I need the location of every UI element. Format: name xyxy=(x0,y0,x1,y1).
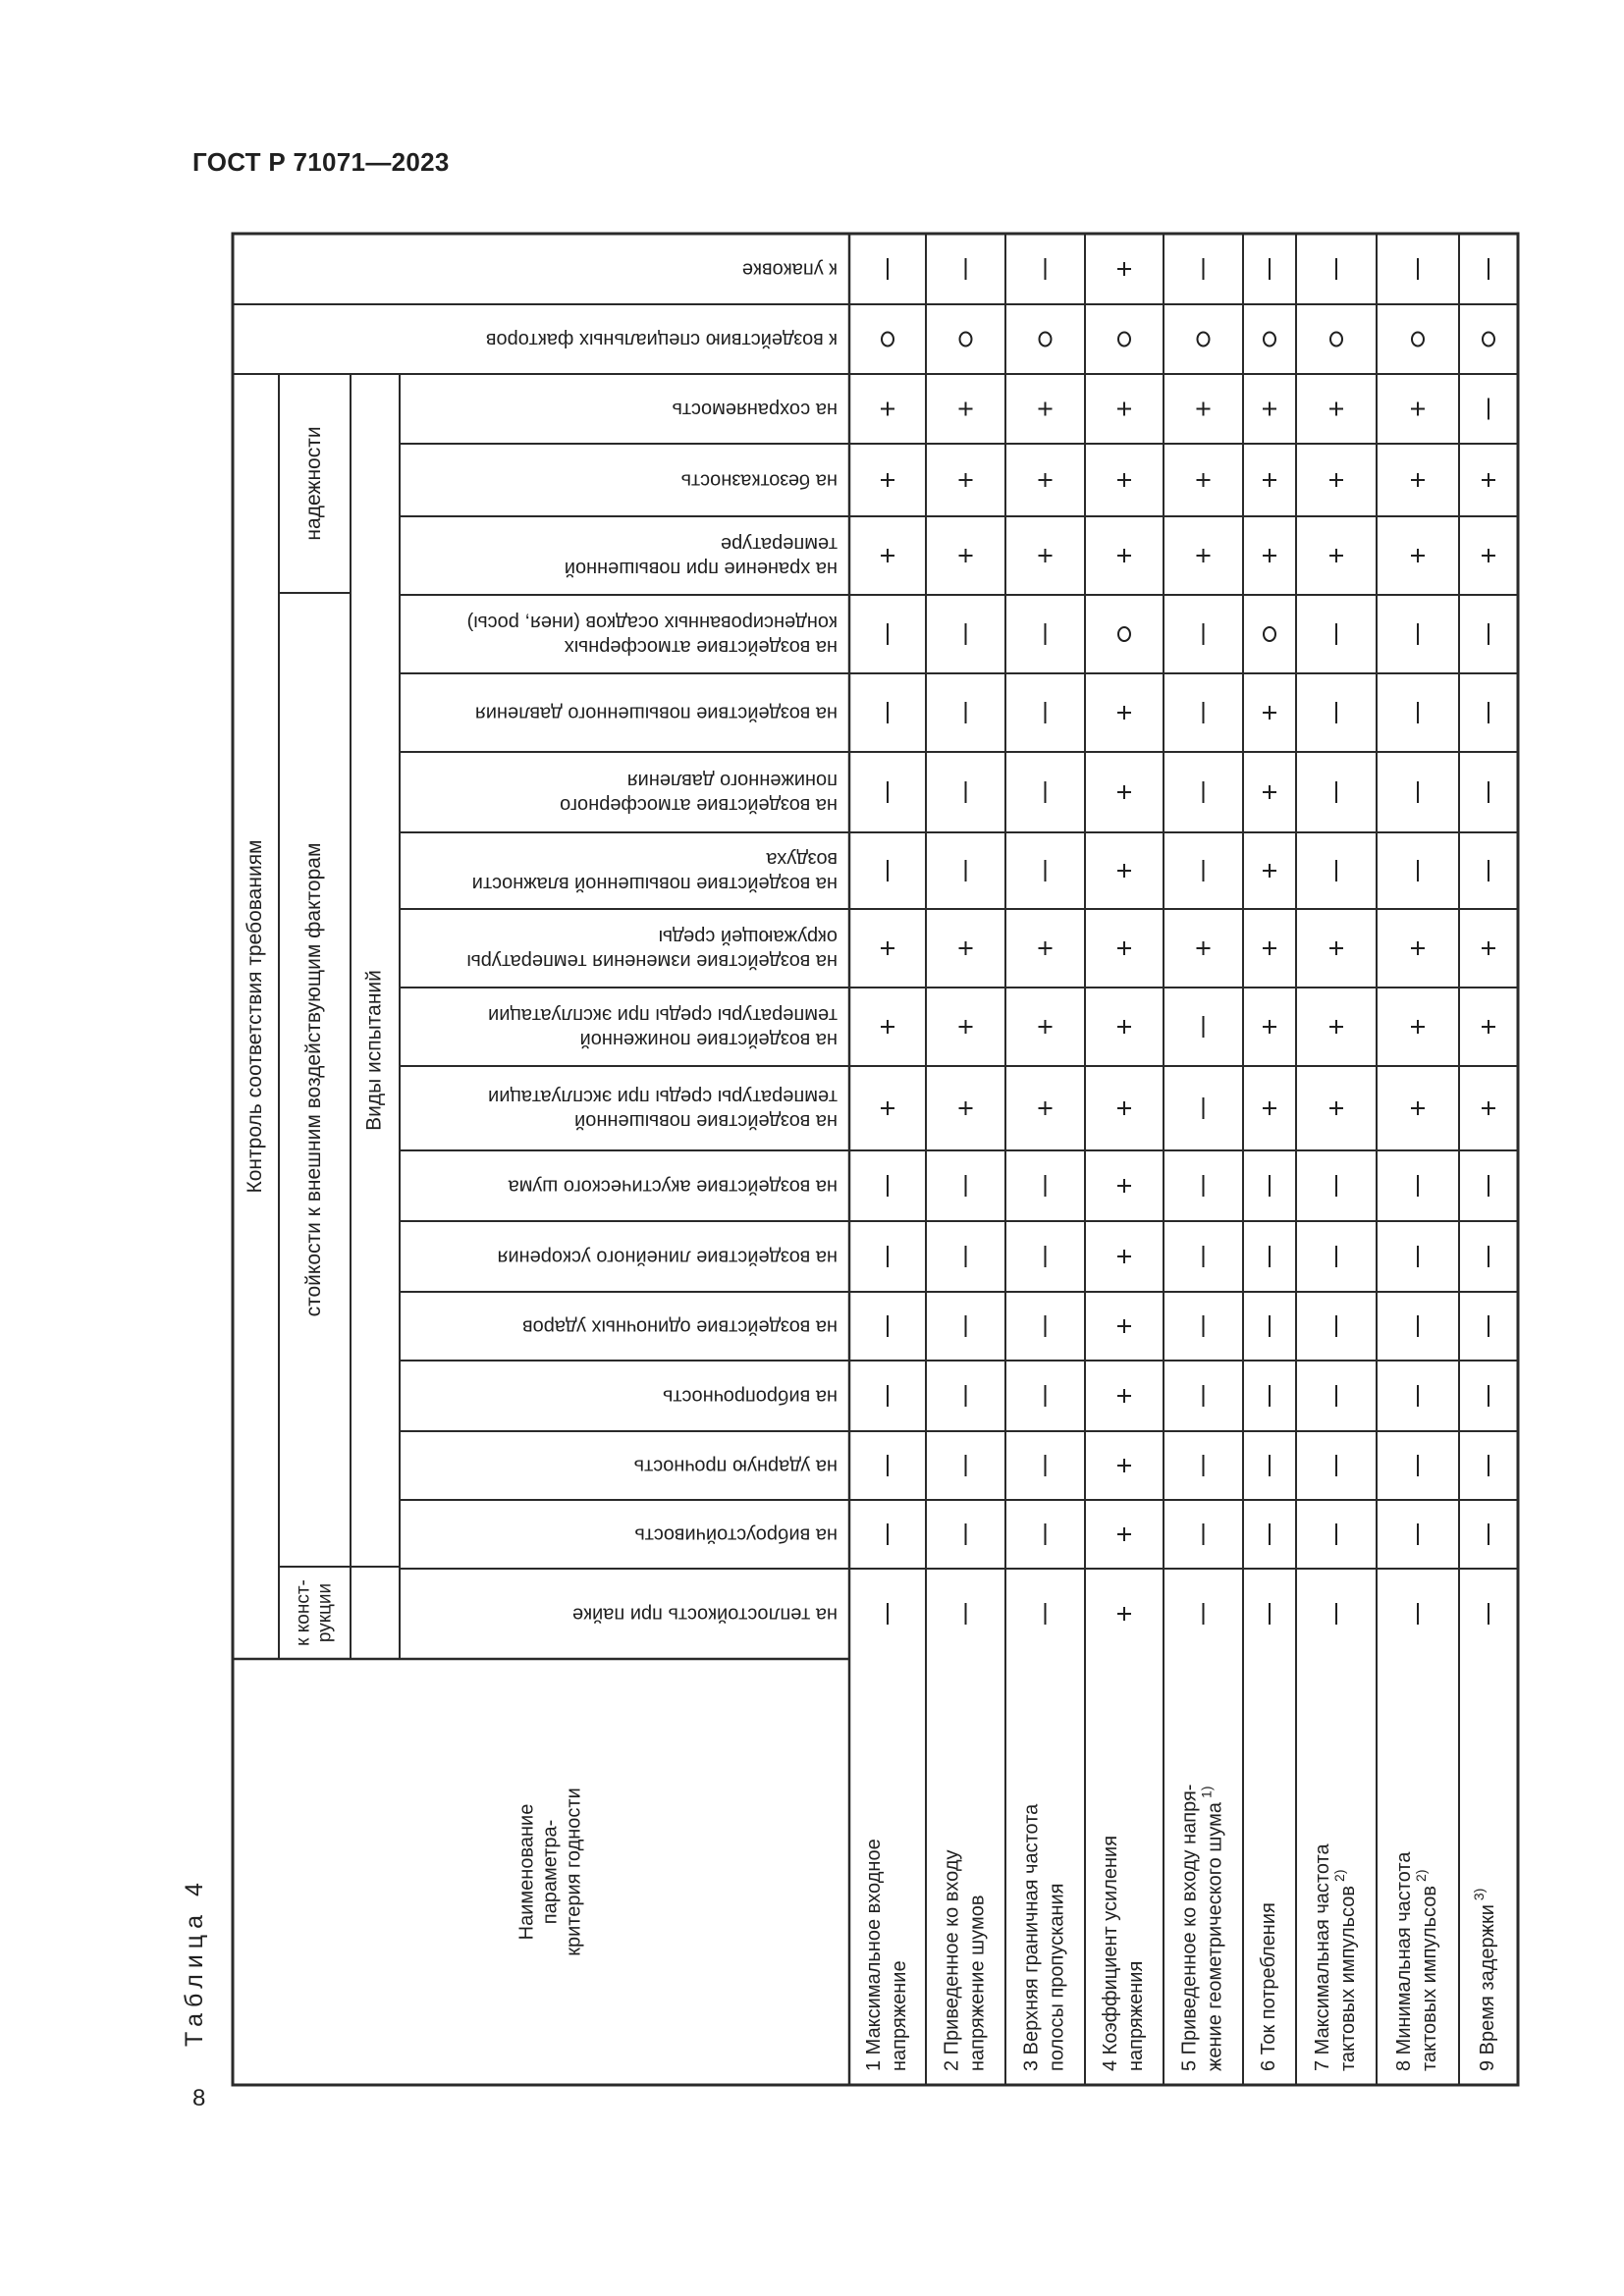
mark-plus xyxy=(1482,1020,1495,1034)
column-header-4 xyxy=(663,1386,838,1408)
svg-text:на теплостойкость при пайке: на теплостойкость при пайке xyxy=(572,1603,838,1626)
mark-plus xyxy=(1263,549,1276,562)
mark-circle xyxy=(1118,627,1130,641)
svg-text:2 Приведенное ко входу: 2 Приведенное ко входу xyxy=(941,1849,963,2071)
row-label-1 xyxy=(863,1839,910,2071)
control-group-label xyxy=(244,840,266,1194)
svg-text:на воздействие повышенной влаж: на воздействие повышенной влажности xyxy=(471,873,838,895)
svg-text:Контроль соответствия требован: Контроль соответствия требованиям xyxy=(244,839,267,1194)
mark-plus xyxy=(1117,864,1131,878)
mark-plus xyxy=(959,402,973,416)
mark-plus xyxy=(959,473,973,487)
svg-text:параметра-: параметра- xyxy=(539,1819,562,1925)
svg-text:полосы пропускания: полосы пропускания xyxy=(1046,1883,1068,2071)
mark-plus xyxy=(881,941,894,955)
svg-text:стойкости к внешним воздейству: стойкости к внешним воздействующим факторам xyxy=(302,842,326,1317)
mark-plus xyxy=(1117,1459,1131,1472)
svg-text:жение геометрического шума1): жение геометрического шума$^{1)}$ xyxy=(1198,1786,1226,2071)
column-header-12 xyxy=(560,770,838,816)
page-number: 8 xyxy=(192,2085,206,2111)
mark-plus xyxy=(1411,1101,1425,1115)
svg-text:на воздействие одиночных ударо: на воздействие одиночных ударов xyxy=(521,1315,838,1338)
mark-plus xyxy=(1411,473,1425,487)
mark-plus xyxy=(1482,941,1495,955)
table-border xyxy=(233,234,1518,2085)
svg-text:на сохраняемость: на сохраняемость xyxy=(672,399,838,421)
mark-circle xyxy=(1198,333,1210,347)
mark-plus xyxy=(1329,941,1343,955)
mark-plus xyxy=(1117,402,1131,416)
svg-text:на воздействие линейного ускор: на воздействие линейного ускорения xyxy=(497,1246,838,1268)
svg-text:окружающей среды: окружающей среды xyxy=(658,926,838,948)
svg-text:температуры среды при эксплуат: температуры среды при эксплуатации xyxy=(488,1086,838,1108)
column-header-14 xyxy=(467,612,838,658)
external-factors-label xyxy=(302,843,325,1317)
svg-text:температуры среды при эксплуат: температуры среды при эксплуатации xyxy=(488,1004,838,1027)
mark-plus xyxy=(1411,941,1425,955)
svg-text:на хранение при повышенной: на хранение при повышенной xyxy=(564,558,838,580)
svg-text:напряжения: напряжения xyxy=(1125,1960,1148,2071)
mark-circle xyxy=(1330,333,1342,347)
svg-text:7 Максимальная частота: 7 Максимальная частота xyxy=(1312,1843,1334,2071)
mark-plus xyxy=(1039,473,1053,487)
mark-plus xyxy=(881,1020,894,1034)
mark-plus xyxy=(1482,549,1495,562)
svg-text:на безотказность: на безотказность xyxy=(680,469,838,492)
svg-text:на воздействие атмосферных: на воздействие атмосферных xyxy=(564,636,838,659)
mark-plus xyxy=(1117,549,1131,562)
mark-plus xyxy=(1039,1020,1053,1034)
row-label-7 xyxy=(1312,1843,1359,2071)
column-header-5 xyxy=(522,1316,838,1338)
mark-plus xyxy=(1329,549,1343,562)
mark-plus xyxy=(1197,549,1211,562)
svg-text:1 Максимальное входное: 1 Максимальное входное xyxy=(863,1839,886,2071)
mark-plus xyxy=(1263,402,1276,416)
svg-text:на воздействие акустического ш: на воздействие акустического шума xyxy=(508,1175,838,1198)
svg-text:на воздействие повышенного дав: на воздействие повышенного давления xyxy=(474,702,838,724)
mark-plus xyxy=(881,473,894,487)
reliability-label xyxy=(302,426,325,540)
column-header-7 xyxy=(508,1176,838,1198)
mark-plus xyxy=(881,1101,894,1115)
mark-circle xyxy=(1264,627,1275,641)
column-header-2 xyxy=(634,1524,838,1546)
construction-label xyxy=(294,1579,336,1646)
mark-plus xyxy=(1329,402,1343,416)
column-header-3 xyxy=(634,1456,838,1477)
mark-circle xyxy=(1264,333,1275,347)
column-header-6 xyxy=(498,1247,838,1268)
mark-plus xyxy=(1411,402,1425,416)
column-header-18 xyxy=(486,329,838,350)
test-types-label xyxy=(363,970,386,1131)
svg-text:критерия годности: критерия годности xyxy=(563,1788,585,1956)
mark-plus xyxy=(1117,1527,1131,1541)
mark-plus xyxy=(1263,473,1276,487)
row-label-2 xyxy=(942,1849,989,2071)
mark-plus xyxy=(1117,1389,1131,1403)
mark-plus xyxy=(881,402,894,416)
column-header-10 xyxy=(466,926,838,972)
svg-text:тактовых импульсов2): тактовых импульсов$^{2)}$ xyxy=(1330,1869,1360,2071)
mark-plus xyxy=(1263,941,1276,955)
mark-plus xyxy=(1263,706,1276,720)
column-header-13 xyxy=(475,703,838,724)
svg-text:надежности: надежности xyxy=(302,426,326,541)
mark-plus xyxy=(1117,1101,1131,1115)
svg-text:на воздействие изменения темпе: на воздействие изменения температуры xyxy=(466,950,838,973)
mark-plus xyxy=(1117,262,1131,276)
mark-circle xyxy=(882,333,893,347)
column-header-19 xyxy=(742,259,838,281)
mark-circle xyxy=(960,333,972,347)
mark-plus xyxy=(1482,473,1495,487)
mark-plus xyxy=(881,549,894,562)
mark-plus xyxy=(1117,1020,1131,1034)
mark-plus xyxy=(1039,402,1053,416)
svg-text:температуре: температуре xyxy=(721,533,838,556)
svg-text:4 Коэффициент усиления: 4 Коэффициент усиления xyxy=(1100,1835,1122,2071)
mark-plus xyxy=(1117,1250,1131,1263)
mark-plus xyxy=(1117,785,1131,799)
mark-circle xyxy=(1412,333,1424,347)
row-label-9 xyxy=(1471,1889,1499,2071)
mark-plus xyxy=(959,941,973,955)
row-label-4 xyxy=(1100,1836,1147,2071)
param-name-header xyxy=(515,1788,584,1956)
svg-text:пониженного давления: пониженного давления xyxy=(626,770,838,792)
document-code: ГОСТ Р 71071—2023 xyxy=(192,147,450,177)
svg-text:Виды испытаний: Виды испытаний xyxy=(362,970,386,1131)
svg-text:на воздействие атмосферного: на воздействие атмосферного xyxy=(560,794,838,817)
svg-text:к воздействию специальных факт: к воздействию специальных факторов xyxy=(485,329,838,351)
svg-text:3 Верхняя граничная частота: 3 Верхняя граничная частота xyxy=(1020,1803,1043,2071)
svg-text:к упаковке: к упаковке xyxy=(741,258,838,281)
mark-plus xyxy=(1117,1179,1131,1193)
mark-plus xyxy=(1197,473,1211,487)
svg-text:на воздействие повышенной: на воздействие повышенной xyxy=(574,1110,838,1133)
mark-plus xyxy=(1117,1607,1131,1621)
row-label-3 xyxy=(1021,1803,1068,2071)
mark-plus xyxy=(1263,1101,1276,1115)
mark-plus xyxy=(1329,1101,1343,1115)
svg-text:тактовых импульсов2): тактовых импульсов$^{2)}$ xyxy=(1412,1869,1441,2071)
mark-circle xyxy=(1483,333,1494,347)
svg-text:к конст-: к конст- xyxy=(293,1579,314,1646)
mark-plus xyxy=(1117,473,1131,487)
column-header-17 xyxy=(672,399,838,420)
svg-text:8 Минимальная частота: 8 Минимальная частота xyxy=(1393,1851,1416,2071)
mark-plus xyxy=(1039,1101,1053,1115)
column-header-8 xyxy=(488,1086,838,1132)
mark-plus xyxy=(959,549,973,562)
table-caption: Таблица 4 xyxy=(181,1877,208,2047)
mark-plus xyxy=(1263,864,1276,878)
svg-text:напряжение шумов: напряжение шумов xyxy=(966,1895,989,2071)
mark-plus xyxy=(1329,1020,1343,1034)
svg-text:на вибропрочность: на вибропрочность xyxy=(662,1385,838,1408)
svg-text:рукции: рукции xyxy=(314,1582,336,1643)
mark-plus xyxy=(1039,549,1053,562)
mark-plus xyxy=(959,1020,973,1034)
row-label-8 xyxy=(1393,1851,1440,2071)
mark-plus xyxy=(1329,473,1343,487)
svg-text:конденсированных осадков (инея: конденсированных осадков (инея, росы) xyxy=(466,612,838,634)
mark-plus xyxy=(1039,941,1053,955)
mark-plus xyxy=(1117,941,1131,955)
svg-text:9 Время задержки3): 9 Время задержки$^{3)}$ xyxy=(1470,1888,1499,2071)
mark-plus xyxy=(1411,1020,1425,1034)
svg-text:воздуха: воздуха xyxy=(766,848,838,871)
svg-text:напряжение: напряжение xyxy=(889,1960,911,2071)
svg-text:Наименование: Наименование xyxy=(515,1803,538,1941)
mark-plus xyxy=(1197,402,1211,416)
column-header-1 xyxy=(572,1604,838,1626)
column-header-11 xyxy=(472,848,838,894)
svg-text:6 Ток потребления: 6 Ток потребления xyxy=(1258,1902,1280,2071)
column-header-9 xyxy=(488,1004,838,1050)
mark-plus xyxy=(1117,706,1131,720)
mark-plus xyxy=(1197,941,1211,955)
mark-circle xyxy=(1118,333,1130,347)
column-header-15 xyxy=(565,533,838,579)
mark-plus xyxy=(1263,785,1276,799)
svg-text:на ударную прочность: на ударную прочность xyxy=(633,1455,838,1477)
row-label-5 xyxy=(1179,1785,1226,2071)
mark-plus xyxy=(1482,1101,1495,1115)
mark-plus xyxy=(1263,1020,1276,1034)
svg-text:5 Приведенное ко входу напря-: 5 Приведенное ко входу напря- xyxy=(1178,1784,1201,2071)
column-header-16 xyxy=(681,470,838,492)
mark-plus xyxy=(1411,549,1425,562)
mark-plus xyxy=(959,1101,973,1115)
mark-circle xyxy=(1040,333,1052,347)
row-label-6 xyxy=(1258,1902,1279,2071)
mark-plus xyxy=(1117,1319,1131,1333)
svg-text:на воздействие пониженной: на воздействие пониженной xyxy=(579,1029,838,1051)
svg-text:на виброустойчивость: на виброустойчивость xyxy=(634,1523,838,1546)
